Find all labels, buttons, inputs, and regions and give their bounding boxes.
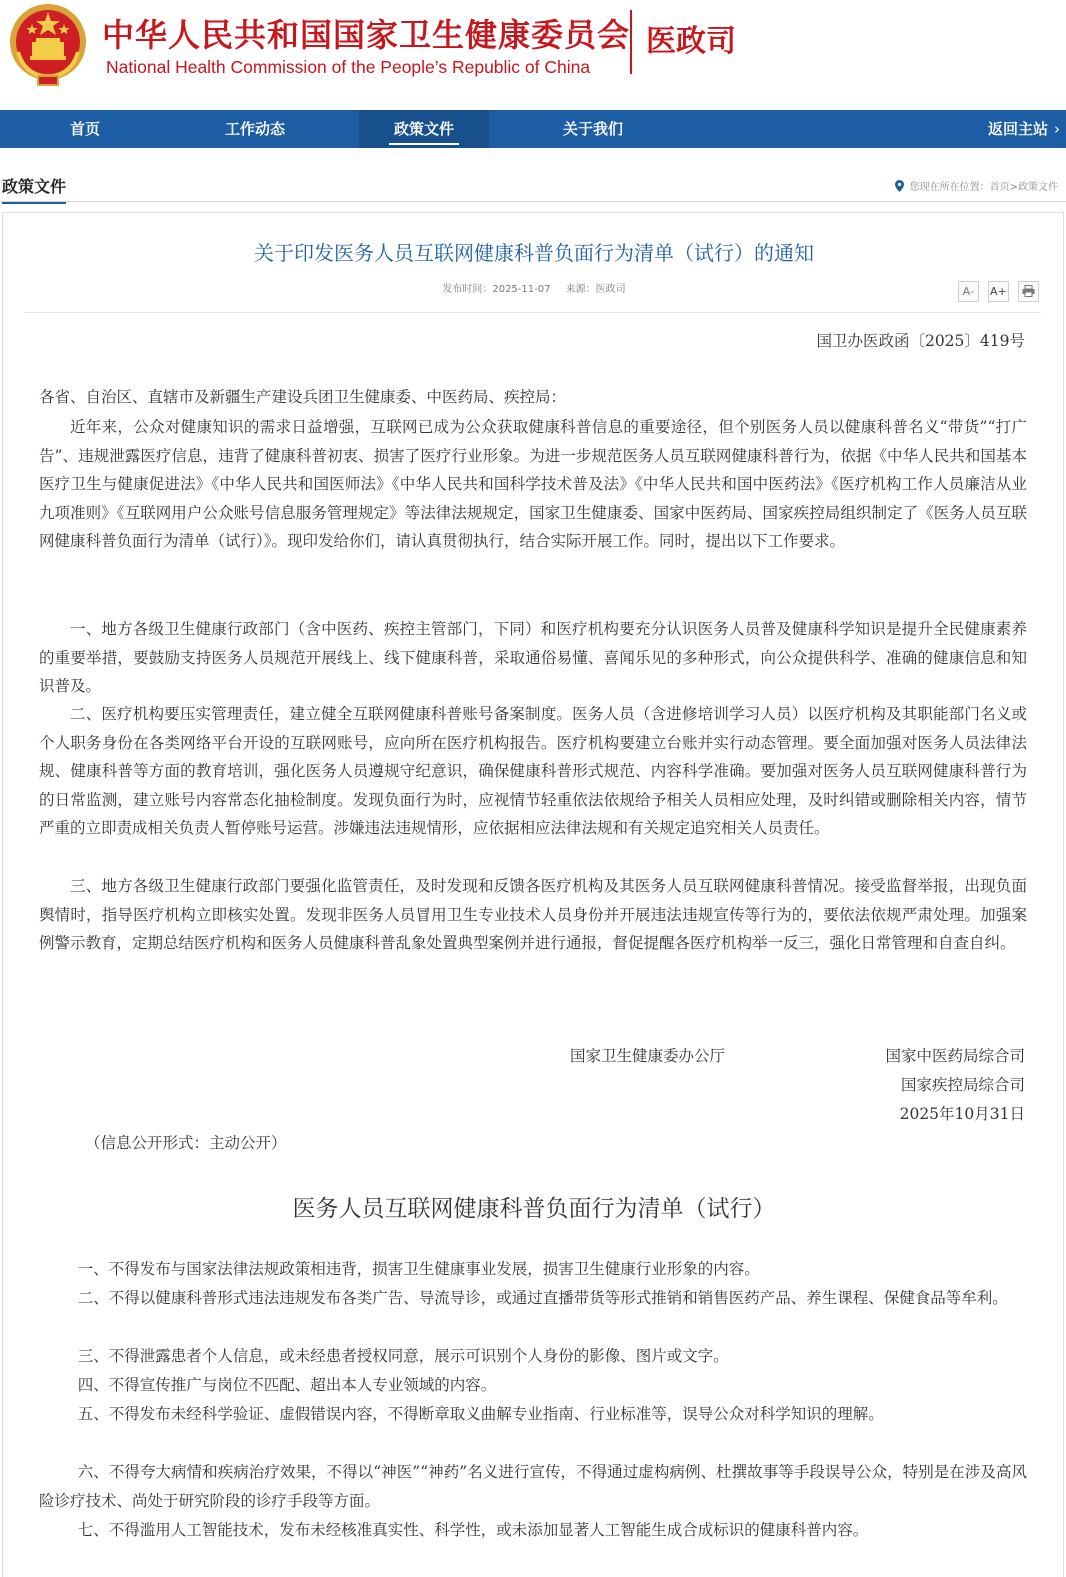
site-title-cn[interactable]: 中华人民共和国国家卫生健康委员会 bbox=[102, 16, 631, 54]
publish-date: 2025-11-07 bbox=[492, 284, 551, 295]
addressee: 各省、自治区、直辖市及新疆生产建设兵团卫生健康委、中医药局、疾控局： bbox=[39, 388, 567, 406]
body-paragraph: 一、地方各级卫生健康行政部门（含中医药、疾控主管部门，下同）和医疗机构要充分认识医务人员普及健康科学知识是提升全民健康素养的重要举措，要鼓励支持医务人员规范开展线上、线下健康科普，采取通俗易懂、喜闻乐见的多种形式，向公众提供科学、准确的健康信息和知识普及。 bbox=[39, 620, 1027, 695]
breadcrumb-location-label: 您现在所在位置： bbox=[909, 182, 990, 193]
header-divider bbox=[630, 10, 632, 74]
signatory-nhc-office: 国家卫生健康委办公厅 bbox=[570, 1047, 726, 1065]
disclosure-note: （信息公开形式：主动公开） bbox=[85, 1134, 287, 1152]
body-paragraph: 三、地方各级卫生健康行政部门要强化监管责任，及时发现和反馈各医疗机构及其医务人员互联网健康科普情况。接受监督举报，出现负面舆情时，指导医疗机构立即核实处置。发现非医务人员冒用卫生专业技术人员身份并开展违法违规宣传等行为的，要依法依规严肃处理。加强案例警示教育，定期总结医疗机构和医务人员健康科普乱象处置典型案例并进行通报，督促提醒各医疗机构举一反三，强化日常管理和自查自纠。 bbox=[39, 877, 1027, 952]
list-item: 五、不得发布未经科学验证、虚假错误内容，不得断章取义曲解专业指南、行业标准等，误导公众对科学知识的理解。 bbox=[77, 1405, 884, 1423]
list-item: 四、不得宣传推广与岗位不匹配、超出本人专业领域的内容。 bbox=[77, 1376, 497, 1394]
document-number: 国卫办医政函〔2025〕419号 bbox=[816, 332, 1025, 350]
signature-date: 2025年10月31日 bbox=[899, 1105, 1025, 1123]
back-to-main-site-link[interactable] bbox=[988, 110, 1060, 148]
chevron-right-icon: › bbox=[1054, 120, 1060, 138]
section-bar bbox=[0, 170, 1066, 202]
nav-item-policy-docs[interactable]: 政策文件 bbox=[359, 110, 489, 148]
department-name[interactable]: 医政司 bbox=[646, 24, 736, 59]
body-paragraph: 二、医疗机构要压实管理责任，建立健全互联网健康科普账号备案制度。医务人员（含进修培训学习人员）以医疗机构及其职能部门名义或个人职务身份在各类网络平台开设的互联网账号，应向所在医疗机构报告。医疗机构要建立台账并实行动态管理。要全面加强对医务人员法律法规、健康科普等方面的教育培训，强化医务人员遵规守纪意识，确保健康科普形式规范、内容科学准确。要加强对医务人员互联网健康科普行为的日常监测，建立账号内容常态化抽检制度。发现负面行为时，应视情节轻重依法依规给予相关人员相应处理，及时纠错或删除相关内容，情节严重的立即责成相关负责人暂停账号运营。涉嫌违法违规情形，应依据相应法律法规和有关规定追究相关人员责任。 bbox=[39, 705, 1027, 837]
nav-item-about-us[interactable]: 关于我们 bbox=[562, 120, 623, 138]
list-item: 三、不得泄露患者个人信息，或未经患者授权同意，展示可识别个人身份的影像、图片或文字。 bbox=[77, 1347, 729, 1365]
meta-divider bbox=[25, 312, 1041, 313]
print-icon bbox=[1022, 285, 1035, 297]
print-button[interactable] bbox=[1018, 281, 1039, 302]
signatory-cdc-office: 国家疾控局综合司 bbox=[900, 1076, 1025, 1094]
signatory-tcm-office: 国家中医药局综合司 bbox=[885, 1047, 1025, 1065]
breadcrumb-current[interactable]: 政策文件 bbox=[1018, 182, 1058, 193]
publish-date-label: 发布时间： bbox=[442, 284, 493, 295]
site-header bbox=[0, 0, 1066, 110]
breadcrumb: 您现在所在位置：首页>政策文件 bbox=[895, 178, 1058, 193]
article-container bbox=[2, 212, 1064, 1577]
list-item: 七、不得滥用人工智能技术，发布未经核准真实性、科学性，或未添加显著人工智能生成合成标识的健康科普内容。 bbox=[77, 1521, 869, 1539]
nav-item-home[interactable]: 首页 bbox=[69, 120, 100, 138]
site-title-en: National Health Commission of the People’s Republic of China bbox=[106, 57, 591, 77]
article-tools bbox=[954, 281, 1039, 302]
font-increase-button[interactable]: A+ bbox=[988, 281, 1009, 302]
section-title: 政策文件 bbox=[2, 174, 66, 204]
body-paragraph: 近年来，公众对健康知识的需求日益增强，互联网已成为公众获取健康科普信息的重要途径，但个别医务人员以健康科普名义“带货”“打广告”、违规泄露医疗信息，违背了健康科普初衷、损害了医疗行业形象。为进一步规范医务人员互联网健康科普行为，依据《中华人民共和国基本医疗卫生与健康促进法》《中华人民共和国医师法》《中华人民共和国科学技术普及法》《中华人民共和国中医药法》《医疗机构工作人员廉洁从业九项准则》《互联网用户公众账号信息服务管理规定》等法律法规规定，国家卫生健康委、国家中医药局、国家疾控局组织制定了《医务人员互联网健康科普负面行为清单（试行）》。现印发给你们，请认真贯彻执行，结合实际开展工作。同时，提出以下工作要求。 bbox=[39, 418, 1027, 550]
list-title: 医务人员互联网健康科普负面行为清单（试行） bbox=[292, 1196, 776, 1222]
list-item: 六、不得夸大病情和疾病治疗效果，不得以“神医”“神药”名义进行宣传，不得通过虚构病例、杜撰故事等手段误导公众，特别是在涉及高风险诊疗技术、尚处于研究阶段的诊疗手段等方面。 bbox=[39, 1463, 1027, 1510]
national-emblem-icon[interactable] bbox=[8, 2, 88, 86]
main-nav bbox=[0, 110, 1066, 148]
list-item: 一、不得发布与国家法律法规政策相违背，损害卫生健康事业发展，损害卫生健康行业形象的内容。 bbox=[77, 1260, 760, 1278]
article-meta bbox=[3, 280, 1065, 295]
breadcrumb-home-link[interactable]: 首页 bbox=[989, 182, 1010, 193]
article-title: 关于印发医务人员互联网健康科普负面行为清单（试行）的通知 bbox=[254, 241, 814, 265]
nav-item-work-news[interactable]: 工作动态 bbox=[224, 120, 285, 138]
source-value: 医政司 bbox=[595, 284, 626, 295]
list-item: 二、不得以健康科普形式违法违规发布各类广告、导流导诊，或通过直播带货等形式推销和销售医药产品、养生课程、保健食品等牟利。 bbox=[77, 1289, 1008, 1307]
source-label: 来源： bbox=[565, 284, 596, 295]
location-pin-icon bbox=[895, 180, 904, 192]
font-decrease-button[interactable]: A- bbox=[958, 281, 979, 302]
back-to-main-site-label: 返回主站 bbox=[987, 120, 1048, 138]
